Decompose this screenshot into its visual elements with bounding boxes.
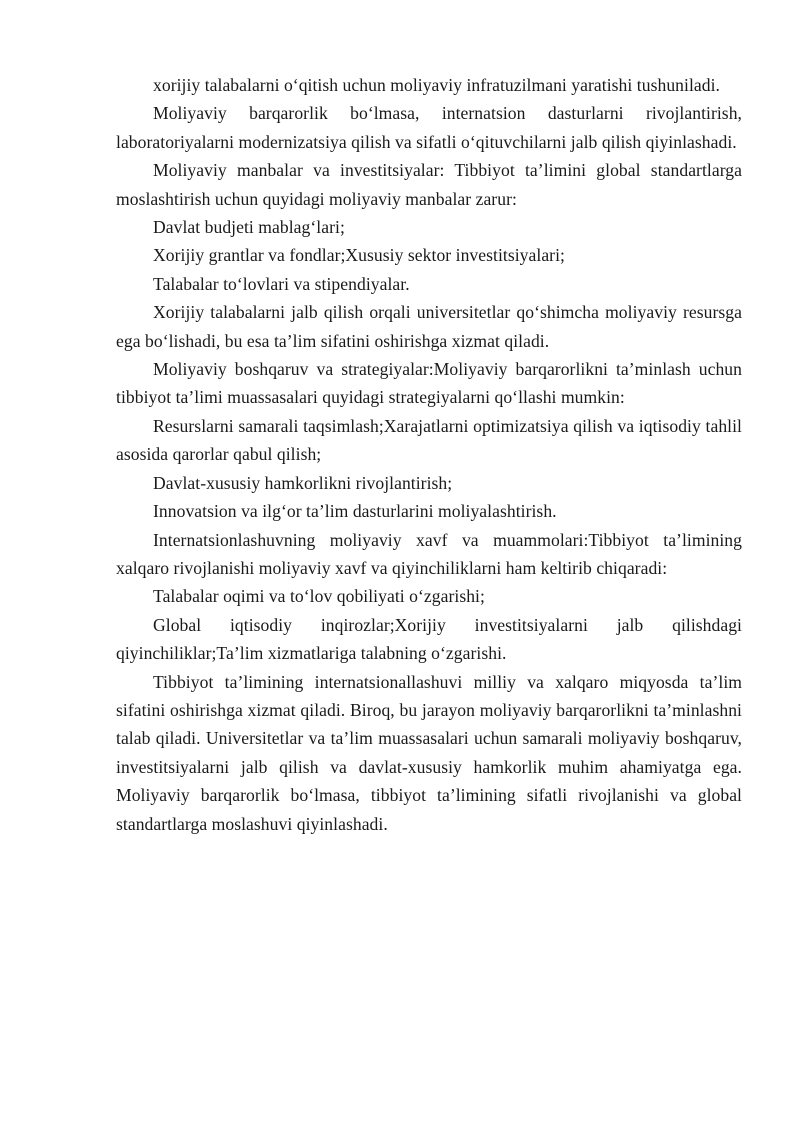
conclusion-paragraph: Tibbiyot ta’limining internatsionallashuvi milliy va xalqaro miqyosda ta’lim sifatini oshirishga xizmat qiladi. Biroq, bu jarayon moliyaviy barqarorlikni ta’minlashni talab qiladi. Universitetlar va ta’lim muassasalari uchun samarali moliyaviy boshqaruv, investitsiyalarni jalb qilish va davlat-xususiy hamkorlik muhim ahamiyatga ega. Moliyaviy barqarorlik bo‘lmasa, tibbiyot ta’limining sifatli rivojlanishi va global standartlarga moslashuvi qiyinlashadi. <box>116 671 742 834</box>
paragraph: Moliyaviy barqarorlik bo‘lmasa, internatsion dasturlarni rivojlantirish, laboratoriyalarni modernizatsiya qilish va sifatli o‘qituvchilarni jalb qilish qiyinlashadi. <box>116 103 742 152</box>
document-page <box>116 71 742 838</box>
list-item: Xorijiy grantlar va fondlar;Xususiy sektor investitsiyalari; <box>153 245 565 266</box>
paragraph: Moliyaviy manbalar va investitsiyalar: Tibbiyot ta’limini global standartlarga moslashtirish uchun quyidagi moliyaviy manbalar zarur: <box>116 160 742 209</box>
list-item: Davlat budjeti mablag‘lari; <box>153 217 345 238</box>
list-item: Innovatsion va ilg‘or ta’lim dasturlarini moliyalashtirish. <box>153 501 557 522</box>
paragraph: Xorijiy talabalarni jalb qilish orqali universitetlar qo‘shimcha moliyaviy resursga ega bo‘lishadi, bu esa ta’lim sifatini oshirishga xizmat qiladi. <box>116 302 742 351</box>
list-item: Davlat-xususiy hamkorlikni rivojlantirish; <box>153 472 453 493</box>
paragraph: xorijiy talabalarni o‘qitish uchun moliyaviy infratuzilmani yaratishi tushuniladi. <box>153 75 720 95</box>
list-item: Talabalar to‘lovlari va stipendiyalar. <box>153 273 410 294</box>
paragraph: Moliyaviy boshqaruv va strategiyalar:Moliyaviy barqarorlikni ta’minlash uchun tibbiyot ta’limi muassasalari quyidagi strategiyalarni qo‘llashi mumkin: <box>116 359 742 408</box>
paragraph: Internatsionlashuvning moliyaviy xavf va muammolari:Tibbiyot ta’limining xalqaro rivojlanishi moliyaviy xavf va qiyinchiliklarni ham keltirib chiqaradi: <box>116 529 742 578</box>
list-item: Resurslarni samarali taqsimlash;Xarajatlarni optimizatsiya qilish va iqtisodiy tahlil asosida qarorlar qabul qilish; <box>116 415 742 465</box>
list-item: Global iqtisodiy inqirozlar;Xorijiy investitsiyalarni jalb qilishdagi qiyinchiliklar;Ta’lim xizmatlariga talabning o‘zgarishi. <box>116 614 742 664</box>
list-item: Talabalar oqimi va to‘lov qobiliyati o‘zgarishi; <box>153 586 485 607</box>
